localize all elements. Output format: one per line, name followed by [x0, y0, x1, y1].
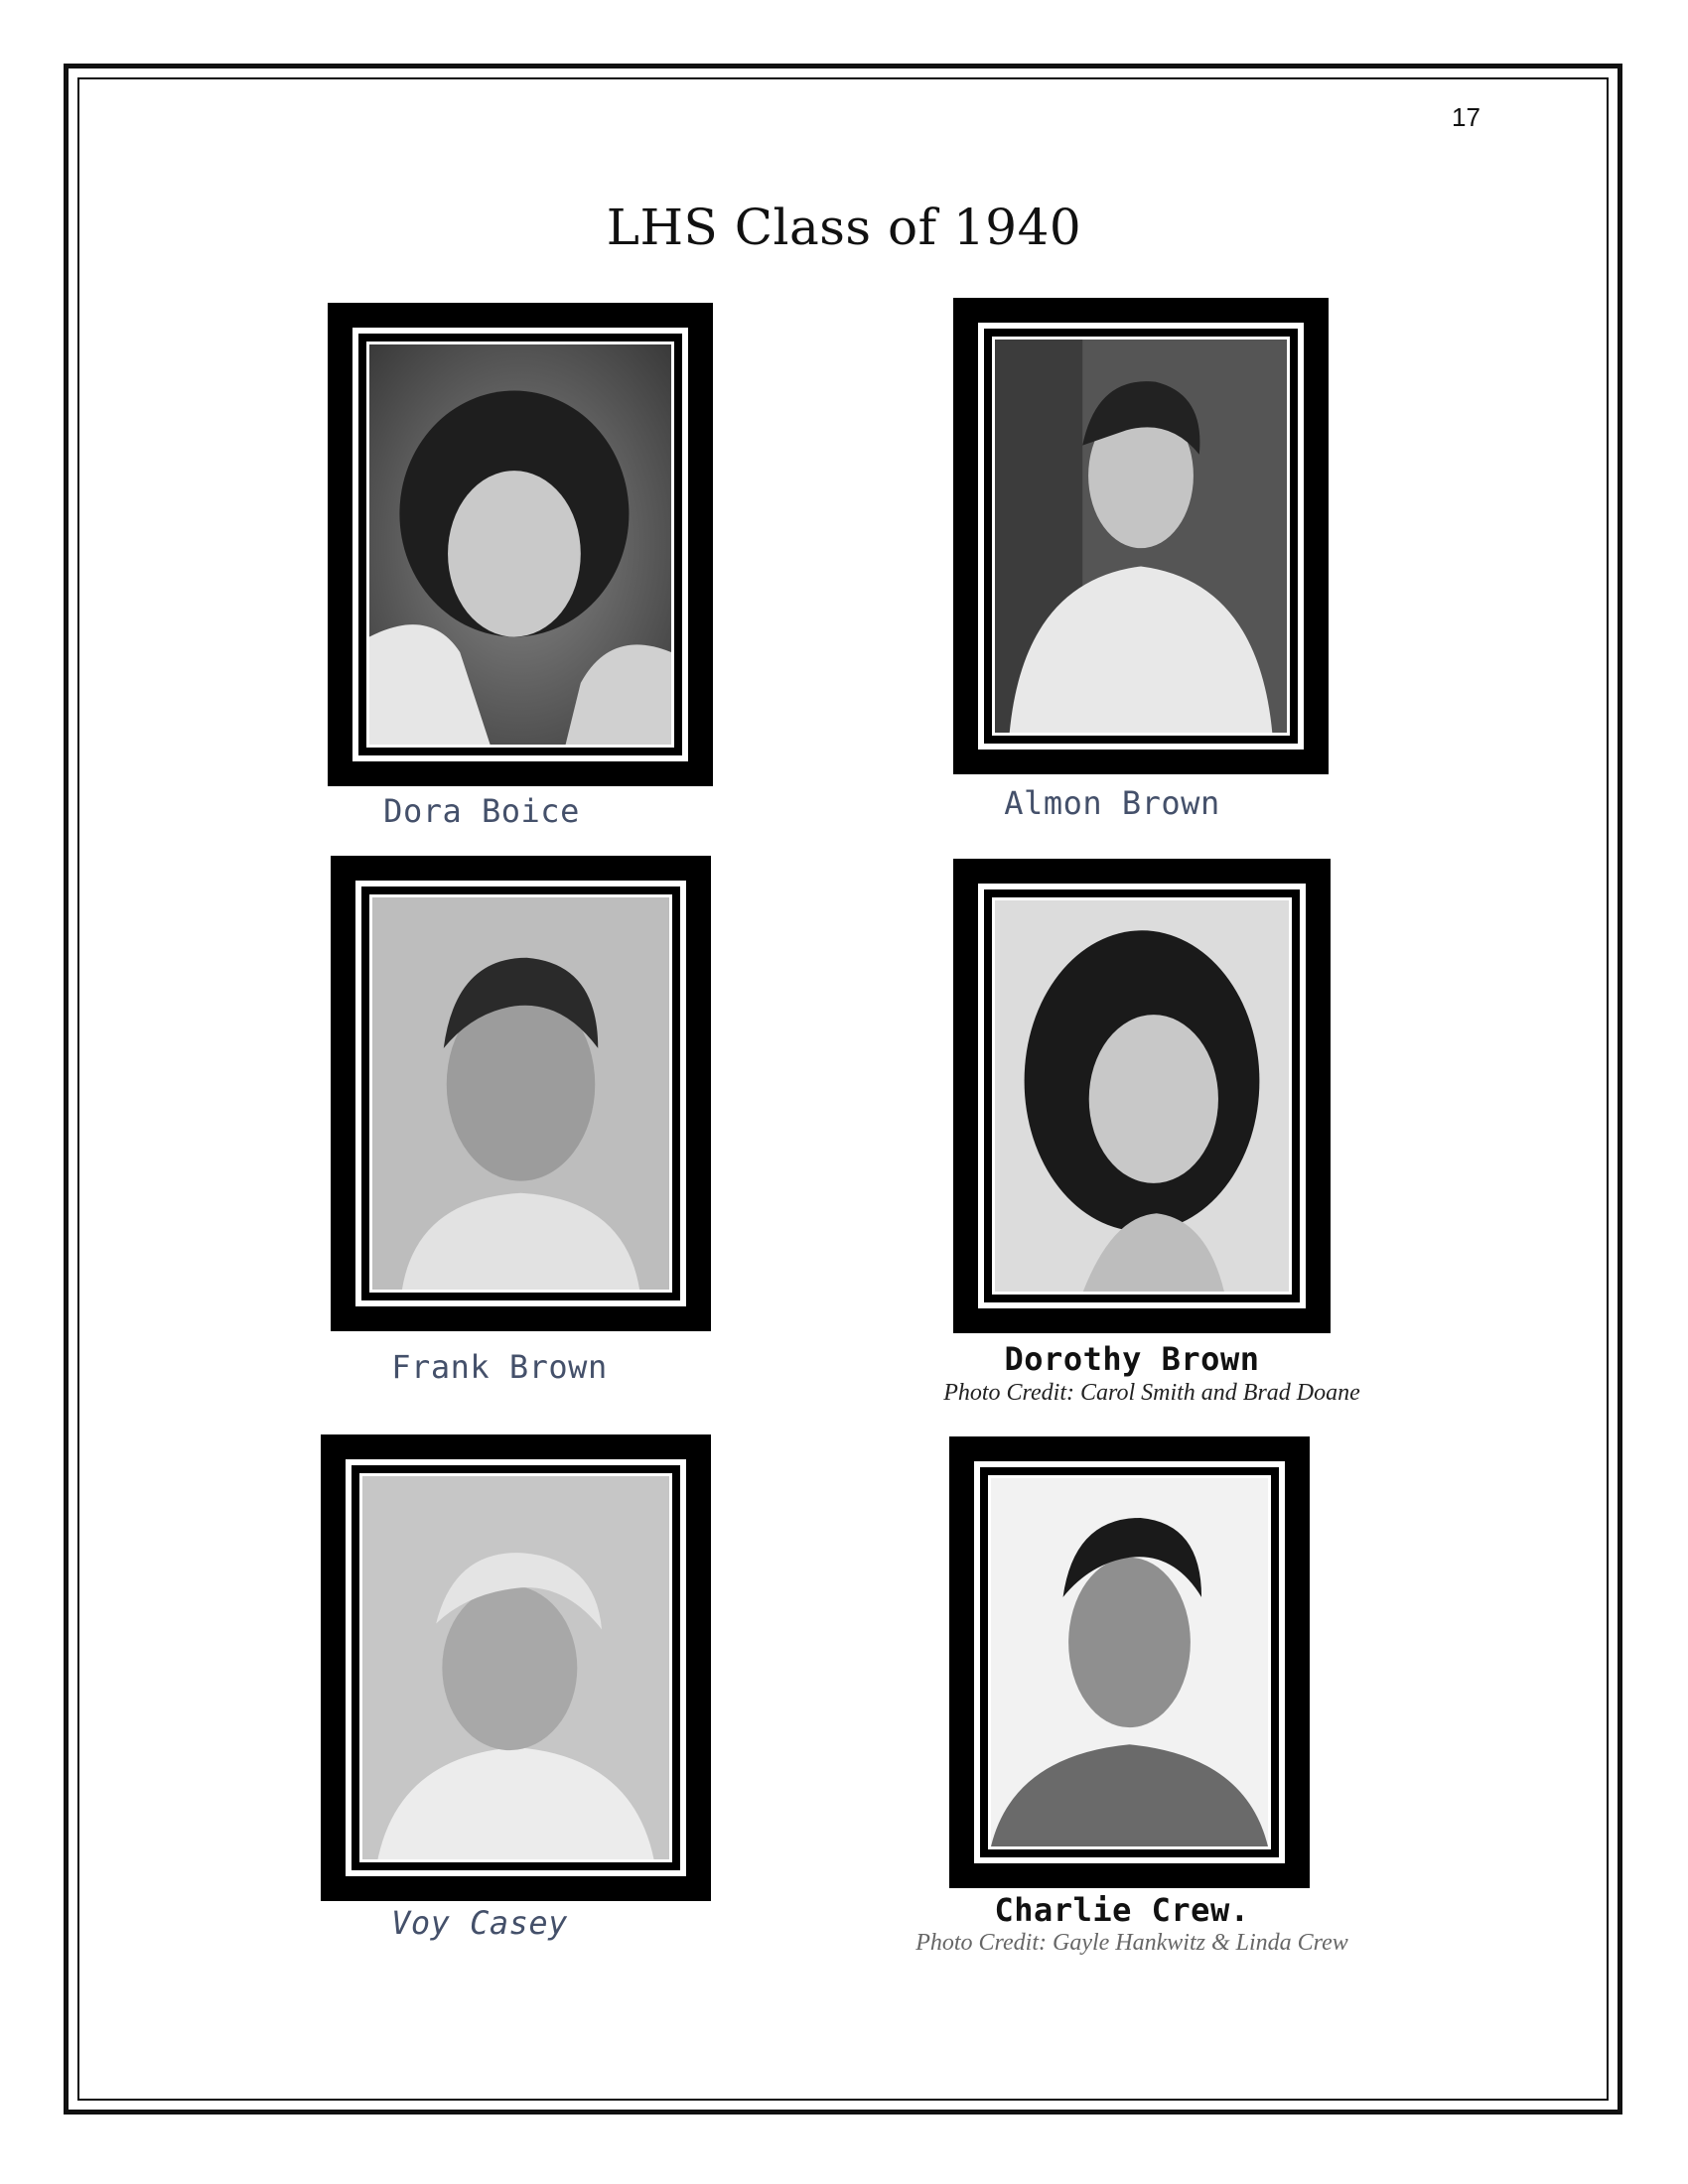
portrait-photo	[995, 340, 1287, 733]
portrait-frame-dorothy-brown	[953, 859, 1331, 1333]
page-title: LHS Class of 1940	[606, 199, 1082, 256]
portrait-name: Dorothy Brown	[1004, 1340, 1260, 1378]
portrait-photo	[362, 1476, 669, 1859]
portrait-frame-almon-brown	[953, 298, 1329, 774]
portrait-photo	[995, 900, 1289, 1292]
page-number: 17	[1452, 102, 1480, 132]
photo-credit: Photo Credit: Gayle Hankwitz & Linda Crew	[915, 1930, 1348, 1956]
portrait-name: Almon Brown	[1004, 784, 1220, 822]
portrait-photo	[369, 344, 671, 745]
portrait-name: Charlie Crew.	[994, 1891, 1250, 1929]
portrait-name: Dora Boice	[383, 792, 580, 830]
portrait-name: Voy Casey	[391, 1904, 568, 1942]
portrait-frame-voy-casey	[321, 1434, 711, 1901]
portrait-frame-charlie-crew	[949, 1436, 1310, 1888]
portrait-frame-frank-brown	[331, 856, 711, 1331]
page-border-inner	[77, 77, 1609, 2101]
portrait-frame-dora-boice	[328, 303, 713, 786]
portrait-photo	[372, 897, 669, 1290]
portrait-name: Frank Brown	[391, 1348, 608, 1386]
photo-credit: Photo Credit: Carol Smith and Brad Doane	[943, 1380, 1360, 1406]
portrait-photo	[991, 1478, 1268, 1846]
